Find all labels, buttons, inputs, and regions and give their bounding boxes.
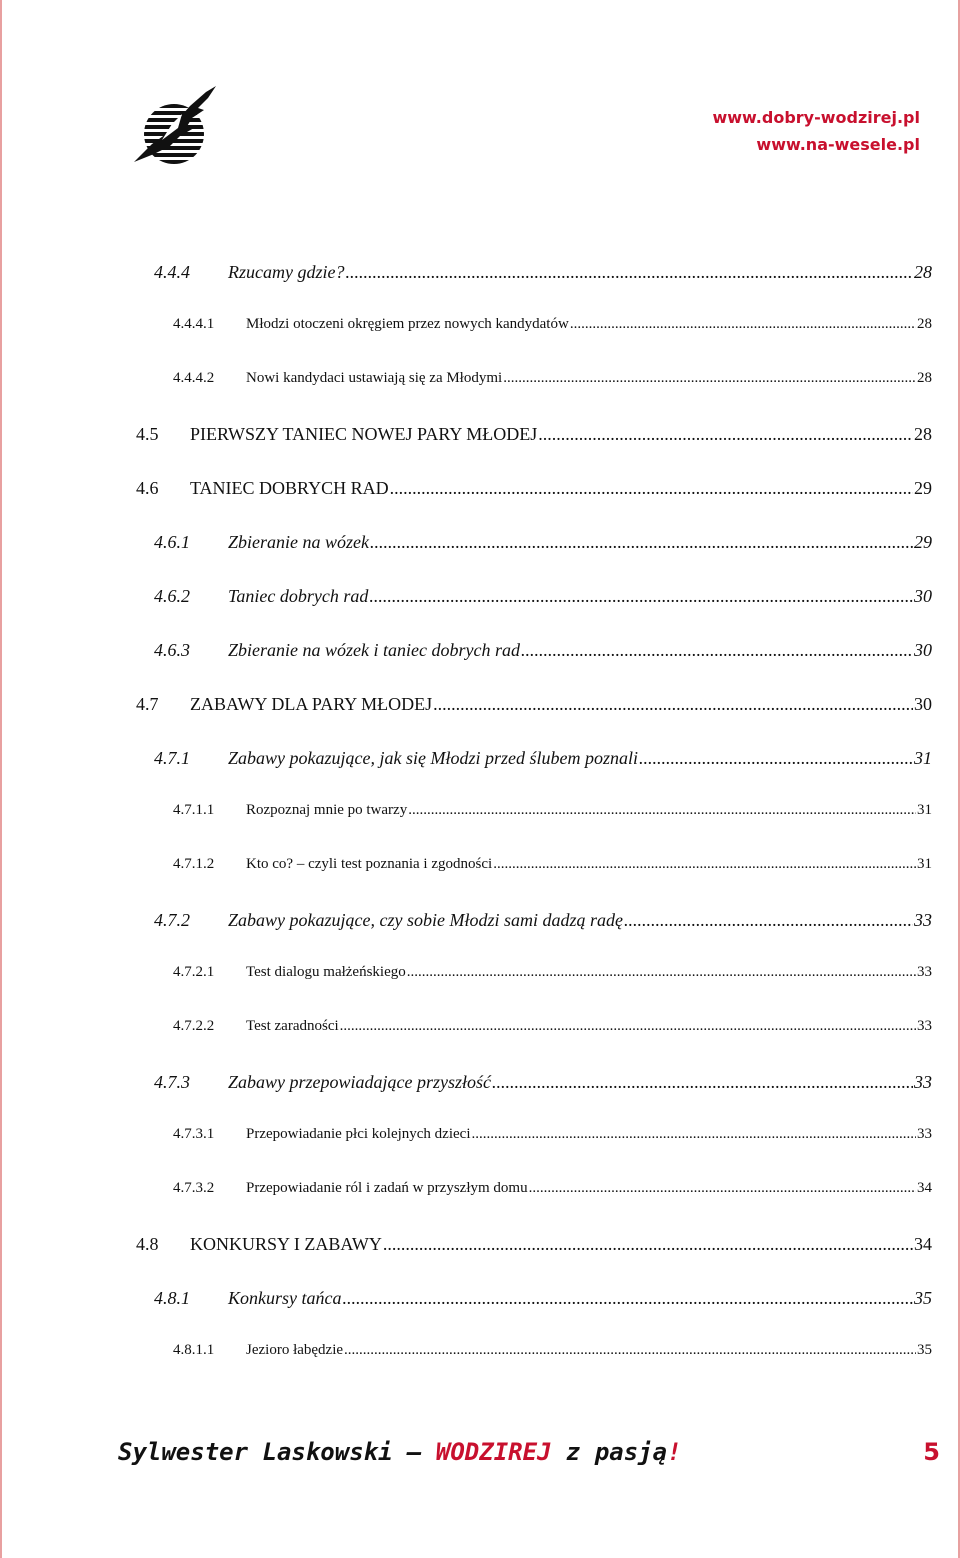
toc-entry-page: 34 xyxy=(917,1180,932,1196)
toc-entry-number: 4.7.1 xyxy=(154,748,190,768)
toc-entry-page: 31 xyxy=(917,802,932,818)
toc-entry-title: Zbieranie na wózek xyxy=(228,532,369,552)
toc-entry-title: Zabawy przepowiadające przyszłość xyxy=(228,1072,491,1092)
toc-leader-dots xyxy=(570,316,916,333)
toc-entry-page: 35 xyxy=(917,1342,932,1358)
toc-entry-page: 31 xyxy=(917,856,932,872)
toc-entry-title: KONKURSY I ZABAWY xyxy=(190,1234,382,1254)
toc-entry[interactable] xyxy=(0,1234,960,1260)
footer-signature xyxy=(118,1438,682,1466)
toc-entry-page: 29 xyxy=(914,532,932,552)
toc-leader-dots xyxy=(538,424,913,445)
toc-leader-dots xyxy=(503,370,916,387)
header-url-dobry-wodzirej[interactable]: www.dobry-wodzirej.pl xyxy=(712,108,920,127)
eagle-logo-icon xyxy=(132,84,218,166)
toc-entry-page: 33 xyxy=(914,910,932,930)
toc-entry[interactable] xyxy=(0,910,960,936)
toc-entry[interactable] xyxy=(0,1072,960,1098)
toc-entry[interactable] xyxy=(0,424,960,450)
toc-entry-page: 29 xyxy=(914,478,932,498)
toc-entry-title: Jezioro łabędzie xyxy=(246,1342,344,1358)
page-number: 5 xyxy=(923,1438,940,1466)
toc-leader-dots xyxy=(370,532,913,553)
toc-entry-title: Przepowiadanie płci kolejnych dzieci xyxy=(246,1126,471,1142)
toc-leader-dots xyxy=(529,1180,916,1197)
toc-entry-page: 34 xyxy=(914,1234,932,1254)
toc-entry-page: 30 xyxy=(914,640,932,660)
footer-tagline: z pasją xyxy=(551,1438,668,1466)
toc-entry[interactable] xyxy=(0,964,960,990)
footer-brand: WODZIREJ xyxy=(435,1438,552,1466)
footer-author: Sylwester Laskowski – xyxy=(118,1438,436,1466)
toc-entry-title: Zabawy pokazujące, czy sobie Młodzi sami dadzą radę xyxy=(228,910,623,930)
toc-entry-number: 4.7.1.1 xyxy=(173,802,215,818)
toc-entry-number: 4.4.4 xyxy=(154,262,190,282)
toc-leader-dots xyxy=(344,1342,916,1359)
header-urls xyxy=(712,104,920,158)
toc-entry[interactable] xyxy=(0,262,960,288)
toc-leader-dots xyxy=(472,1126,917,1143)
toc-entry-number: 4.7.2 xyxy=(154,910,190,930)
toc-leader-dots xyxy=(639,748,913,769)
toc-entry[interactable] xyxy=(0,694,960,720)
toc-entry-number: 4.6.3 xyxy=(154,640,190,660)
toc-entry-number: 4.7.2.2 xyxy=(173,1018,215,1034)
toc-entry[interactable] xyxy=(0,1018,960,1044)
toc-entry[interactable] xyxy=(0,532,960,558)
toc-entry[interactable] xyxy=(0,478,960,504)
toc-entry-title: Zbieranie na wózek i taniec dobrych rad xyxy=(228,640,520,660)
toc-leader-dots xyxy=(340,1018,916,1035)
toc-entry-number: 4.4.4.2 xyxy=(173,370,215,386)
toc-entry[interactable] xyxy=(0,856,960,882)
toc-entry-page: 33 xyxy=(917,1126,932,1142)
toc-entry[interactable] xyxy=(0,1180,960,1206)
toc-leader-dots xyxy=(342,1288,913,1309)
toc-entry-title: Kto co? – czyli test poznania i zgodności xyxy=(246,856,493,872)
toc-entry-title: Test zaradności xyxy=(246,1018,339,1034)
toc-entry-title: PIERWSZY TANIEC NOWEJ PARY MŁODEJ xyxy=(190,424,538,444)
toc-entry-title: Rzucamy gdzie? xyxy=(228,262,345,282)
toc-entry-number: 4.8.1.1 xyxy=(173,1342,215,1358)
toc-entry-number: 4.5 xyxy=(136,424,159,444)
toc-entry-title: Test dialogu małżeńskiego xyxy=(246,964,406,980)
toc-leader-dots xyxy=(433,694,913,715)
toc-entry[interactable] xyxy=(0,802,960,828)
toc-entry-number: 4.7.3.2 xyxy=(173,1180,215,1196)
toc-entry-page: 31 xyxy=(914,748,932,768)
toc-entry[interactable] xyxy=(0,1126,960,1152)
toc-leader-dots xyxy=(521,640,913,661)
toc-entry-title: TANIEC DOBRYCH RAD xyxy=(190,478,389,498)
toc-entry-number: 4.7 xyxy=(136,694,159,714)
toc-entry[interactable] xyxy=(0,748,960,774)
toc-entry-number: 4.8 xyxy=(136,1234,159,1254)
toc-entry-number: 4.7.3.1 xyxy=(173,1126,215,1142)
toc-entry-title: Zabawy pokazujące, jak się Młodzi przed ślubem poznali xyxy=(228,748,638,768)
toc-leader-dots xyxy=(407,964,916,981)
toc-entry-page: 28 xyxy=(917,370,932,386)
toc-leader-dots xyxy=(492,1072,913,1093)
toc-entry-page: 35 xyxy=(914,1288,932,1308)
toc-entry-number: 4.6.1 xyxy=(154,532,190,552)
toc-entry-title: Przepowiadanie ról i zadań w przyszłym domu xyxy=(246,1180,528,1196)
header-url-na-wesele[interactable]: www.na-wesele.pl xyxy=(756,135,920,154)
toc-leader-dots xyxy=(493,856,916,873)
toc-entry-page: 28 xyxy=(914,262,932,282)
toc-entry-title: Taniec dobrych rad xyxy=(228,586,369,606)
toc-leader-dots xyxy=(369,586,913,607)
toc-entry[interactable] xyxy=(0,316,960,342)
toc-leader-dots xyxy=(345,262,913,283)
toc-entry-page: 30 xyxy=(914,586,932,606)
toc-entry-page: 33 xyxy=(917,1018,932,1034)
toc-entry[interactable] xyxy=(0,640,960,666)
toc-leader-dots xyxy=(624,910,913,931)
toc-entry-number: 4.6 xyxy=(136,478,159,498)
toc-entry-page: 30 xyxy=(914,694,932,714)
toc-entry-title: Konkursy tańca xyxy=(228,1288,342,1308)
toc-entry-title: ZABAWY DLA PARY MŁODEJ xyxy=(190,694,433,714)
toc-entry-page: 33 xyxy=(914,1072,932,1092)
toc-entry[interactable] xyxy=(0,586,960,612)
toc-entry-title: Rozpoznaj mnie po twarzy xyxy=(246,802,408,818)
toc-entry-number: 4.7.1.2 xyxy=(173,856,215,872)
toc-leader-dots xyxy=(390,478,913,499)
toc-entry-number: 4.7.2.1 xyxy=(173,964,215,980)
toc-entry-page: 28 xyxy=(917,316,932,332)
toc-entry-number: 4.7.3 xyxy=(154,1072,190,1092)
toc-entry-number: 4.8.1 xyxy=(154,1288,190,1308)
toc-entry-number: 4.4.4.1 xyxy=(173,316,215,332)
toc-leader-dots xyxy=(383,1234,913,1255)
toc-leader-dots xyxy=(408,802,916,819)
toc-entry[interactable] xyxy=(0,1288,960,1314)
footer-exclamation: ! xyxy=(667,1438,682,1466)
toc-entry-page: 28 xyxy=(914,424,932,444)
toc-entry[interactable] xyxy=(0,1342,960,1368)
toc-entry-title: Młodzi otoczeni okręgiem przez nowych kandydatów xyxy=(246,316,569,332)
toc-entry-title: Nowi kandydaci ustawiają się za Młodymi xyxy=(246,370,503,386)
toc-entry-page: 33 xyxy=(917,964,932,980)
toc-entry[interactable] xyxy=(0,370,960,396)
toc-entry-number: 4.6.2 xyxy=(154,586,190,606)
